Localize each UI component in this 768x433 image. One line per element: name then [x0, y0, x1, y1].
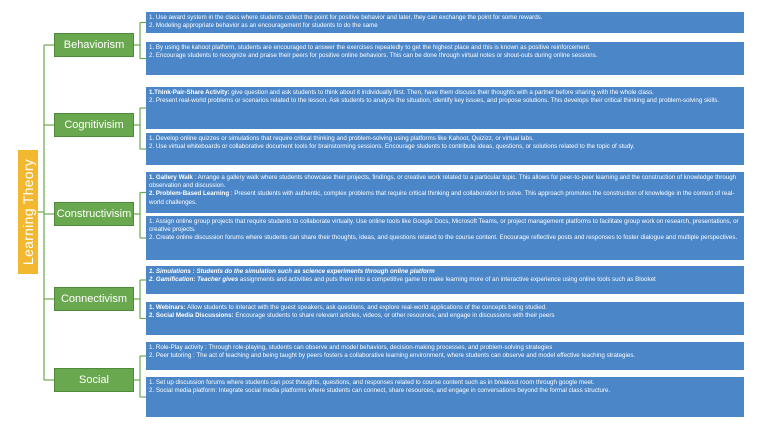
- connectivism-strategy-box: [146, 302, 744, 335]
- strategy-item: [149, 268, 741, 276]
- strategy-item: [149, 14, 741, 22]
- category-label: Connectivism: [60, 293, 128, 305]
- strategy-text: give question and ask students to think about it individually first. Then, have them discuss their thoughts with a partner before sharing with the whole class.: [229, 89, 654, 96]
- category-behaviorism: [54, 33, 134, 57]
- root-label: Learning Theory: [20, 158, 37, 266]
- strategy-item: [149, 344, 741, 352]
- cognitivisim-strategy-box: [146, 133, 744, 165]
- strategy-heading: 1.Think-Pair-Share Activity:: [149, 89, 230, 96]
- strategy-text: Encourage students to share relevant articles, videos, or other resources, and engage in discussions with their peers: [233, 312, 555, 320]
- strategy-item: [149, 143, 741, 151]
- cognitivisim-strategy-box: [146, 87, 744, 129]
- strategy-heading: 2. Gamification: Teacher gives: [149, 276, 239, 284]
- strategy-heading: 2. Social Media Discussions:: [149, 312, 234, 320]
- strategy-heading: 1. Gallery Walk: [149, 174, 193, 181]
- strategy-text: : Present students with authentic, complex problems that require critical thinking and collaboration to solve. This approach promotes the construction of knowledge in the context of real-world challenges.: [149, 190, 735, 206]
- strategy-text: 2. Present real-world problems or scenarios related to the lesson. Ask students to analyze the situation, identify key issues, and propose solutions. This develops their critical thinking and problem-solving skills.: [149, 97, 720, 105]
- strategy-text: 2. Modeling appropriate behavior as an encouragement for students to do the same: [149, 22, 378, 30]
- strategy-text: Allow students to interact with the guest speakers, ask questions, and explore real-world applications of the concepts being studied.: [185, 304, 547, 311]
- strategy-item: [149, 218, 741, 234]
- strategy-text: 1. Assign online group projects that require students to collaborate virtually. Use online tools like Google Docs, Microsoft Teams, or project management platforms to facilitate group work on research, presentations, or creative projects.: [149, 218, 739, 234]
- constructivisim-strategy-box: [146, 216, 744, 260]
- strategy-text: : Arrange a gallery walk where students showcase their projects, findings, or creative work related to a particular topic. This allows for peer-to-peer learning and the construction of knowledge through observation and discussion.: [149, 174, 737, 190]
- category-constructivisim: [54, 202, 134, 226]
- strategy-text: 1. Develop online quizzes or simulations that require critical thinking and problem-solving using platforms like Kahoot, Quizizz, or virtual labs.: [149, 135, 534, 142]
- root-node-learning-theory: [18, 150, 38, 274]
- category-label: Behaviorism: [63, 39, 125, 51]
- category-label: Constructivisim: [56, 208, 132, 220]
- strategy-item: [149, 304, 741, 312]
- strategy-text: assignments and activities and puts them into a competitive game to make learning more of an interactive experience using online tools such as Blooket: [238, 276, 656, 284]
- social-strategy-box: [146, 377, 744, 417]
- strategy-text: 1. Use award system in the class where students collect the point for positive behavior and later, they can exchange the point for some rewards.: [149, 14, 543, 21]
- category-social: [54, 368, 134, 392]
- strategy-item: [149, 97, 741, 105]
- connectivism-strategy-box: [146, 266, 744, 294]
- strategy-item: [149, 276, 741, 284]
- behaviorism-strategy-box: [146, 42, 744, 75]
- strategy-item: [149, 379, 741, 387]
- strategy-text: 2. Encourage students to recognize and praise their peers for positive online behaviors. This can be done through virtual notes or shout-outs during online sessions.: [149, 52, 598, 60]
- constructivisim-strategy-box: [146, 172, 744, 213]
- strategy-text: 2. Use virtual whiteboards or collaborative document tools for brainstorming sessions. Encourage students to contribute ideas, questions, or solutions related to the topic of study.: [149, 143, 635, 151]
- strategy-item: [149, 135, 741, 143]
- strategy-item: [149, 174, 741, 190]
- strategy-item: [149, 52, 741, 60]
- social-strategy-box: [146, 342, 744, 370]
- strategy-text: 2. Peer tutoring : The act of teaching and being taught by peers fosters a collaborative learning environment, where students can observe and model effective teaching strategies.: [149, 352, 636, 360]
- strategy-text: 2. Social media platform: Integrate social media platforms where students can connect, share resources, and engage in conversations beyond the formal class structure.: [149, 387, 611, 395]
- strategy-heading: 2. Problem-Based Learning: [149, 190, 230, 198]
- strategy-item: [149, 387, 741, 395]
- category-cognitivisim: [54, 113, 134, 137]
- strategy-item: [149, 234, 741, 242]
- category-connectivism: [54, 287, 134, 311]
- strategy-item: [149, 89, 741, 97]
- strategy-item: [149, 312, 741, 320]
- behaviorism-strategy-box: [146, 12, 744, 33]
- strategy-heading: 1. Simulations : Students do the simulation such as science experiments through online platform: [149, 268, 435, 275]
- strategy-item: [149, 44, 741, 52]
- strategy-text: 1. By using the kahoot platform, students are encouraged to answer the exercises repeatedly to get the highest place and this is known as positive reinforcement.: [149, 44, 591, 51]
- strategy-item: [149, 352, 741, 360]
- strategy-item: [149, 190, 741, 206]
- category-label: Cognitivisim: [64, 119, 124, 131]
- category-label: Social: [79, 374, 109, 386]
- strategy-heading: 1. Webinars:: [149, 304, 186, 311]
- strategy-item: [149, 22, 741, 30]
- strategy-text: 2. Create online discussion forums where students can share their thoughts, ideas, and questions related to the course content. Encourage reflective posts and responses to foster dialogue and multiple perspectives.: [149, 234, 738, 242]
- strategy-text: 1. Set up discussion forums where students can post thoughts, questions, and responses related to course content such as in breakout room through google meet.: [149, 379, 595, 386]
- strategy-text: 1. Role-Play activity : Through role-playing, students can observe and model behaviors, decision-making processes, and problem-solving strategies: [149, 344, 553, 351]
